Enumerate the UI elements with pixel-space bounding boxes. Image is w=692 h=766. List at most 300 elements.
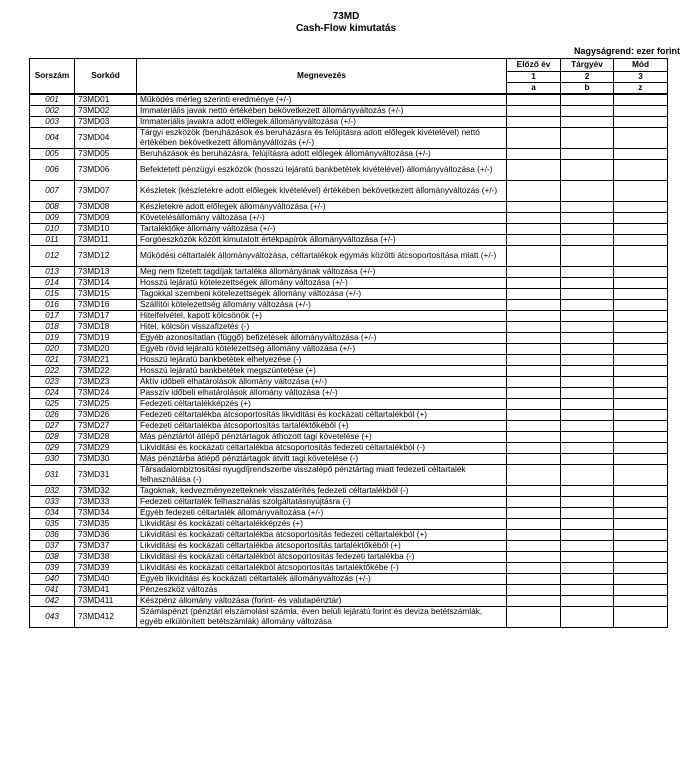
- row-number: 026: [30, 409, 75, 420]
- row-name: Tárgyi eszközök (beruházások és beruházásra és felújításra adott előlegek kivételével) nettó értékében bekövetkezett állományváltozás (+/-): [137, 127, 507, 148]
- value-cell-targyev: [561, 573, 614, 584]
- value-cell-mod: [614, 245, 668, 266]
- value-cell-targyev: [561, 94, 614, 106]
- value-cell-mod: [614, 442, 668, 453]
- value-cell-targyev: [561, 507, 614, 518]
- row-code: 73MD24: [75, 387, 137, 398]
- row-code: 73MD09: [75, 212, 137, 223]
- document-title: 73MD: [332, 11, 360, 22]
- row-number: 041: [30, 584, 75, 595]
- row-name: Más pénztártól átlépő pénztártagok áthozott tagi követelése (+): [137, 431, 507, 442]
- value-cell-mod: [614, 180, 668, 201]
- table-row: [30, 540, 668, 551]
- row-number: 007: [30, 180, 75, 201]
- value-cell-elozo-ev: [507, 464, 561, 485]
- value-cell-mod: [614, 277, 668, 288]
- value-cell-elozo-ev: [507, 159, 561, 180]
- table-row: [30, 332, 668, 343]
- value-cell-elozo-ev: [507, 507, 561, 518]
- value-cell-mod: [614, 387, 668, 398]
- value-cell-targyev: [561, 387, 614, 398]
- value-cell-elozo-ev: [507, 212, 561, 223]
- table-row: [30, 180, 668, 201]
- table-row: [30, 409, 668, 420]
- value-cell-mod: [614, 343, 668, 354]
- row-name: Egyéb azonosítatlan (függő) befizetések állományváltozása (+/-): [137, 332, 507, 343]
- table-row: [30, 223, 668, 234]
- value-cell-elozo-ev: [507, 431, 561, 442]
- header-col-number-3: 3: [614, 72, 668, 83]
- row-code: 73MD34: [75, 507, 137, 518]
- row-name: Pénzeszköz változás: [137, 584, 507, 595]
- row-name: Tagokkal szembeni kötelezettségek állomány változása (+/-): [137, 288, 507, 299]
- header-mod: Mód: [614, 59, 668, 72]
- row-number: 019: [30, 332, 75, 343]
- value-cell-mod: [614, 573, 668, 584]
- table-row: [30, 365, 668, 376]
- row-name: Likviditási és kockázati céltartalékba átcsoportosítás fedezeti céltartalékból (-): [137, 442, 507, 453]
- header-col-letter-b: b: [561, 82, 614, 93]
- row-code: 73MD05: [75, 148, 137, 159]
- row-code: 73MD39: [75, 562, 137, 573]
- value-cell-mod: [614, 431, 668, 442]
- value-cell-mod: [614, 354, 668, 365]
- table-row: [30, 266, 668, 277]
- table-row: [30, 343, 668, 354]
- row-code: 73MD41: [75, 584, 137, 595]
- value-cell-targyev: [561, 127, 614, 148]
- value-cell-elozo-ev: [507, 573, 561, 584]
- value-cell-mod: [614, 234, 668, 245]
- header-sorkod: Sorkód: [75, 59, 137, 94]
- value-cell-mod: [614, 562, 668, 573]
- value-cell-targyev: [561, 343, 614, 354]
- table-row: [30, 277, 668, 288]
- row-number: 025: [30, 398, 75, 409]
- value-cell-targyev: [561, 332, 614, 343]
- row-number: 010: [30, 223, 75, 234]
- row-number: 022: [30, 365, 75, 376]
- table-row: [30, 529, 668, 540]
- row-name: Számlapénzt (pénztári elszámolási számla, éven belüli lejáratú forint és deviza betétszámlák, egyéb elkülönített betétszámlák) állomány változása: [137, 606, 507, 627]
- row-number: 035: [30, 518, 75, 529]
- value-cell-mod: [614, 332, 668, 343]
- row-name: Készpénz állomány változása (forint- és valutapénztár): [137, 595, 507, 606]
- row-name: Fedezeti céltartalék felhasználás szolgáltatásnyújtásra (-): [137, 496, 507, 507]
- row-number: 039: [30, 562, 75, 573]
- row-name: Hitel, kölcsön visszafizetés (-): [137, 321, 507, 332]
- value-cell-elozo-ev: [507, 365, 561, 376]
- row-code: 73MD15: [75, 288, 137, 299]
- row-number: 030: [30, 453, 75, 464]
- value-cell-mod: [614, 464, 668, 485]
- header-col-letter-z: z: [614, 82, 668, 93]
- value-cell-mod: [614, 223, 668, 234]
- value-cell-mod: [614, 365, 668, 376]
- value-cell-mod: [614, 540, 668, 551]
- row-number: 020: [30, 343, 75, 354]
- row-code: 73MD37: [75, 540, 137, 551]
- value-cell-elozo-ev: [507, 409, 561, 420]
- row-code: 73MD33: [75, 496, 137, 507]
- row-code: 73MD12: [75, 245, 137, 266]
- value-cell-elozo-ev: [507, 551, 561, 562]
- row-code: 73MD14: [75, 277, 137, 288]
- table-row: [30, 518, 668, 529]
- value-cell-elozo-ev: [507, 310, 561, 321]
- value-cell-elozo-ev: [507, 376, 561, 387]
- value-cell-elozo-ev: [507, 299, 561, 310]
- header-elozo-ev: Előző év: [507, 59, 561, 72]
- row-name: Fedezeti céltartalékképzés (+): [137, 398, 507, 409]
- row-number: 006: [30, 159, 75, 180]
- table-body: [30, 94, 668, 628]
- value-cell-mod: [614, 94, 668, 106]
- value-cell-mod: [614, 420, 668, 431]
- value-cell-targyev: [561, 159, 614, 180]
- row-name: Befektetett pénzügyi eszközök (hosszú lejáratú bankbetétek kivételével) állományváltozása (+/-): [137, 159, 507, 180]
- value-cell-targyev: [561, 464, 614, 485]
- table-row: [30, 94, 668, 106]
- table-row: [30, 584, 668, 595]
- value-cell-mod: [614, 496, 668, 507]
- value-cell-mod: [614, 148, 668, 159]
- row-number: 009: [30, 212, 75, 223]
- value-cell-elozo-ev: [507, 127, 561, 148]
- value-cell-elozo-ev: [507, 94, 561, 106]
- table-row: [30, 453, 668, 464]
- header-col-number-1: 1: [507, 72, 561, 83]
- table-row: [30, 105, 668, 116]
- row-code: 73MD19: [75, 332, 137, 343]
- value-cell-targyev: [561, 485, 614, 496]
- value-cell-mod: [614, 409, 668, 420]
- table-row: [30, 551, 668, 562]
- value-cell-mod: [614, 105, 668, 116]
- row-code: 73MD40: [75, 573, 137, 584]
- table-row: [30, 201, 668, 212]
- value-cell-elozo-ev: [507, 518, 561, 529]
- value-cell-targyev: [561, 595, 614, 606]
- value-cell-targyev: [561, 223, 614, 234]
- row-number: 033: [30, 496, 75, 507]
- table-row: [30, 442, 668, 453]
- row-code: 73MD10: [75, 223, 137, 234]
- value-cell-elozo-ev: [507, 387, 561, 398]
- row-code: 73MD06: [75, 159, 137, 180]
- row-number: 023: [30, 376, 75, 387]
- value-cell-targyev: [561, 354, 614, 365]
- row-name: Hosszú lejáratú bankbetétek megszüntetése (+): [137, 365, 507, 376]
- row-number: 029: [30, 442, 75, 453]
- value-cell-targyev: [561, 442, 614, 453]
- unit-note: Nagyságrend: ezer forint: [573, 46, 680, 56]
- row-name: Szállítói kötelezettség állomány változása (+/-): [137, 299, 507, 310]
- table-row: [30, 507, 668, 518]
- table-row: [30, 420, 668, 431]
- table-row: [30, 212, 668, 223]
- row-name: Egyéb rövid lejáratú kötelezettség állomány változása (+/-): [137, 343, 507, 354]
- value-cell-mod: [614, 529, 668, 540]
- value-cell-mod: [614, 606, 668, 627]
- row-number: 018: [30, 321, 75, 332]
- value-cell-elozo-ev: [507, 562, 561, 573]
- table-row: [30, 321, 668, 332]
- value-cell-mod: [614, 116, 668, 127]
- row-number: 012: [30, 245, 75, 266]
- row-code: 73MD32: [75, 485, 137, 496]
- value-cell-targyev: [561, 277, 614, 288]
- row-code: 73MD28: [75, 431, 137, 442]
- row-name: Készletekre adott előlegek állományváltozása (+/-): [137, 201, 507, 212]
- value-cell-targyev: [561, 420, 614, 431]
- value-cell-mod: [614, 485, 668, 496]
- row-name: Meg nem fizetett tagdíjak tartaléka állományának változása (+/-): [137, 266, 507, 277]
- value-cell-elozo-ev: [507, 288, 561, 299]
- row-code: 73MD26: [75, 409, 137, 420]
- table-row: [30, 376, 668, 387]
- row-code: 73MD16: [75, 299, 137, 310]
- row-name: Működés mérleg szerinti eredménye (+/-): [137, 94, 507, 106]
- row-name: Likviditási és kockázati céltartalékképzés (+): [137, 518, 507, 529]
- row-number: 004: [30, 127, 75, 148]
- row-code: 73MD38: [75, 551, 137, 562]
- header-targyev: Tárgyév: [561, 59, 614, 72]
- value-cell-mod: [614, 584, 668, 595]
- row-name: Készletek (készletekre adott előlegek kivételével) értékében bekövetkezett állományváltozás (+/-): [137, 180, 507, 201]
- value-cell-targyev: [561, 201, 614, 212]
- row-name: Hosszú lejáratú bankbetétek elhelyezése (-): [137, 354, 507, 365]
- value-cell-elozo-ev: [507, 606, 561, 627]
- row-name: Beruházások és beruházásra, felújításra adott előlegek állományváltozása (+/-): [137, 148, 507, 159]
- document-subtitle: Cash-Flow kimutatás: [295, 23, 397, 34]
- row-number: 013: [30, 266, 75, 277]
- row-number: 028: [30, 431, 75, 442]
- row-code: 73MD29: [75, 442, 137, 453]
- row-number: 034: [30, 507, 75, 518]
- row-code: 73MD11: [75, 234, 137, 245]
- table-row: [30, 485, 668, 496]
- row-number: 036: [30, 529, 75, 540]
- value-cell-mod: [614, 518, 668, 529]
- row-name: Forgóeszközök között kimutatott értékpapírok állományváltozása (+/-): [137, 234, 507, 245]
- row-name: Tagoknak, kedvezményezetteknek visszatérítés fedezeti céltartalékból (-): [137, 485, 507, 496]
- value-cell-elozo-ev: [507, 453, 561, 464]
- value-cell-mod: [614, 288, 668, 299]
- row-code: 73MD03: [75, 116, 137, 127]
- value-cell-targyev: [561, 310, 614, 321]
- value-cell-elozo-ev: [507, 277, 561, 288]
- row-number: 011: [30, 234, 75, 245]
- value-cell-targyev: [561, 562, 614, 573]
- table-row: [30, 606, 668, 627]
- row-name: Fedezeti céltartalékba átcsoportosítás tartaléktőkéből (+): [137, 420, 507, 431]
- value-cell-elozo-ev: [507, 332, 561, 343]
- row-name: Likviditási és kockázati céltartalékból átcsoportosítás tartaléktőkébe (-): [137, 562, 507, 573]
- value-cell-elozo-ev: [507, 595, 561, 606]
- value-cell-elozo-ev: [507, 321, 561, 332]
- value-cell-targyev: [561, 431, 614, 442]
- row-number: 037: [30, 540, 75, 551]
- value-cell-targyev: [561, 180, 614, 201]
- table-row: [30, 127, 668, 148]
- value-cell-elozo-ev: [507, 420, 561, 431]
- row-name: Követelésállomány változása (+/-): [137, 212, 507, 223]
- value-cell-elozo-ev: [507, 148, 561, 159]
- value-cell-targyev: [561, 398, 614, 409]
- row-number: 031: [30, 464, 75, 485]
- row-code: 73MD07: [75, 180, 137, 201]
- row-name: Passzív időbeli elhatárolások állomány változása (+/-): [137, 387, 507, 398]
- row-name: Tartaléktőke állomány változása (+/-): [137, 223, 507, 234]
- value-cell-elozo-ev: [507, 398, 561, 409]
- row-code: 73MD25: [75, 398, 137, 409]
- value-cell-targyev: [561, 212, 614, 223]
- table-row: [30, 562, 668, 573]
- value-cell-elozo-ev: [507, 245, 561, 266]
- value-cell-targyev: [561, 606, 614, 627]
- row-code: 73MD411: [75, 595, 137, 606]
- value-cell-elozo-ev: [507, 201, 561, 212]
- value-cell-targyev: [561, 266, 614, 277]
- table-row: [30, 299, 668, 310]
- value-cell-targyev: [561, 299, 614, 310]
- value-cell-targyev: [561, 518, 614, 529]
- row-name: Fedezeti céltartalékba átcsoportosítás likviditási és kockázati céltartalékból (+): [137, 409, 507, 420]
- row-code: 73MD17: [75, 310, 137, 321]
- table-row: [30, 234, 668, 245]
- row-number: 014: [30, 277, 75, 288]
- row-number: 021: [30, 354, 75, 365]
- row-name: Likviditási és kockázati céltartalékból átcsoportosítás fedezeti tartalékba (-): [137, 551, 507, 562]
- value-cell-mod: [614, 266, 668, 277]
- value-cell-elozo-ev: [507, 266, 561, 277]
- row-name: Hosszú lejáratú kötelezettségek állomány változása (+/-): [137, 277, 507, 288]
- value-cell-targyev: [561, 496, 614, 507]
- row-code: 73MD23: [75, 376, 137, 387]
- row-name: Egyéb fedezeti céltartalék állományváltozása (+/-): [137, 507, 507, 518]
- row-number: 042: [30, 595, 75, 606]
- value-cell-targyev: [561, 288, 614, 299]
- row-number: 015: [30, 288, 75, 299]
- header-col-number-2: 2: [561, 72, 614, 83]
- value-cell-targyev: [561, 321, 614, 332]
- row-number: 038: [30, 551, 75, 562]
- value-cell-targyev: [561, 376, 614, 387]
- value-cell-targyev: [561, 453, 614, 464]
- table-row: [30, 159, 668, 180]
- table-row: [30, 398, 668, 409]
- value-cell-elozo-ev: [507, 485, 561, 496]
- value-cell-targyev: [561, 116, 614, 127]
- cashflow-table: [29, 58, 668, 628]
- value-cell-elozo-ev: [507, 496, 561, 507]
- row-code: 73MD31: [75, 464, 137, 485]
- value-cell-elozo-ev: [507, 442, 561, 453]
- row-code: 73MD02: [75, 105, 137, 116]
- table-row: [30, 310, 668, 321]
- table-row: [30, 496, 668, 507]
- value-cell-mod: [614, 310, 668, 321]
- row-code: 73MD21: [75, 354, 137, 365]
- row-code: 73MD18: [75, 321, 137, 332]
- header-col-letter-a: a: [507, 82, 561, 93]
- row-number: 024: [30, 387, 75, 398]
- value-cell-elozo-ev: [507, 584, 561, 595]
- value-cell-mod: [614, 201, 668, 212]
- row-number: 016: [30, 299, 75, 310]
- value-cell-targyev: [561, 245, 614, 266]
- row-code: 73MD30: [75, 453, 137, 464]
- value-cell-mod: [614, 453, 668, 464]
- header-sorszam: Sorszám: [30, 59, 75, 94]
- table-row: [30, 116, 668, 127]
- row-name: Immateriális javakra adott előlegek állományváltozása (+/-): [137, 116, 507, 127]
- value-cell-mod: [614, 127, 668, 148]
- row-name: Likviditási és kockázati céltartalékba átcsoportosítás fedezeti céltartalékból (+): [137, 529, 507, 540]
- row-code: 73MD13: [75, 266, 137, 277]
- row-code: 73MD35: [75, 518, 137, 529]
- value-cell-targyev: [561, 148, 614, 159]
- row-number: 008: [30, 201, 75, 212]
- row-number: 005: [30, 148, 75, 159]
- value-cell-elozo-ev: [507, 234, 561, 245]
- value-cell-mod: [614, 398, 668, 409]
- value-cell-targyev: [561, 365, 614, 376]
- table-row: [30, 245, 668, 266]
- value-cell-targyev: [561, 105, 614, 116]
- row-name: Likviditási és kockázati céltartalékba átcsoportosítás tartaléktőkéből (+): [137, 540, 507, 551]
- row-name: Hitelfelvétel, kapott kölcsönök (+): [137, 310, 507, 321]
- row-code: 73MD20: [75, 343, 137, 354]
- value-cell-elozo-ev: [507, 116, 561, 127]
- row-name: Aktív időbeli elhatárolások állomány változása (+/-): [137, 376, 507, 387]
- table-row: [30, 431, 668, 442]
- row-number: 043: [30, 606, 75, 627]
- value-cell-targyev: [561, 551, 614, 562]
- row-code: 73MD08: [75, 201, 137, 212]
- table-row: [30, 148, 668, 159]
- value-cell-mod: [614, 507, 668, 518]
- row-code: 73MD412: [75, 606, 137, 627]
- row-number: 032: [30, 485, 75, 496]
- row-name: Más pénztárba átlépő pénztártagok átvitt tagi követelése (-): [137, 453, 507, 464]
- value-cell-elozo-ev: [507, 343, 561, 354]
- value-cell-mod: [614, 159, 668, 180]
- row-code: 73MD27: [75, 420, 137, 431]
- row-name: Társadalombiztosítási nyugdíjrendszerbe visszalépő pénztártag miatt fedezeti céltartalék felhasználása (-): [137, 464, 507, 485]
- value-cell-elozo-ev: [507, 540, 561, 551]
- value-cell-elozo-ev: [507, 223, 561, 234]
- value-cell-mod: [614, 299, 668, 310]
- row-code: 73MD04: [75, 127, 137, 148]
- table-row: [30, 387, 668, 398]
- row-name: Egyéb likviditási és kockázati céltartalék állományváltozás (+/-): [137, 573, 507, 584]
- table-row: [30, 573, 668, 584]
- row-code: 73MD22: [75, 365, 137, 376]
- value-cell-mod: [614, 376, 668, 387]
- value-cell-targyev: [561, 540, 614, 551]
- value-cell-mod: [614, 551, 668, 562]
- table-row: [30, 288, 668, 299]
- row-name: Immateriális javak nettó értékében bekövetkezett állományváltozás (+/-): [137, 105, 507, 116]
- value-cell-mod: [614, 595, 668, 606]
- value-cell-targyev: [561, 584, 614, 595]
- header-megnevezes: Megnevezés: [137, 59, 507, 94]
- value-cell-elozo-ev: [507, 180, 561, 201]
- row-number: 040: [30, 573, 75, 584]
- table-row: [30, 464, 668, 485]
